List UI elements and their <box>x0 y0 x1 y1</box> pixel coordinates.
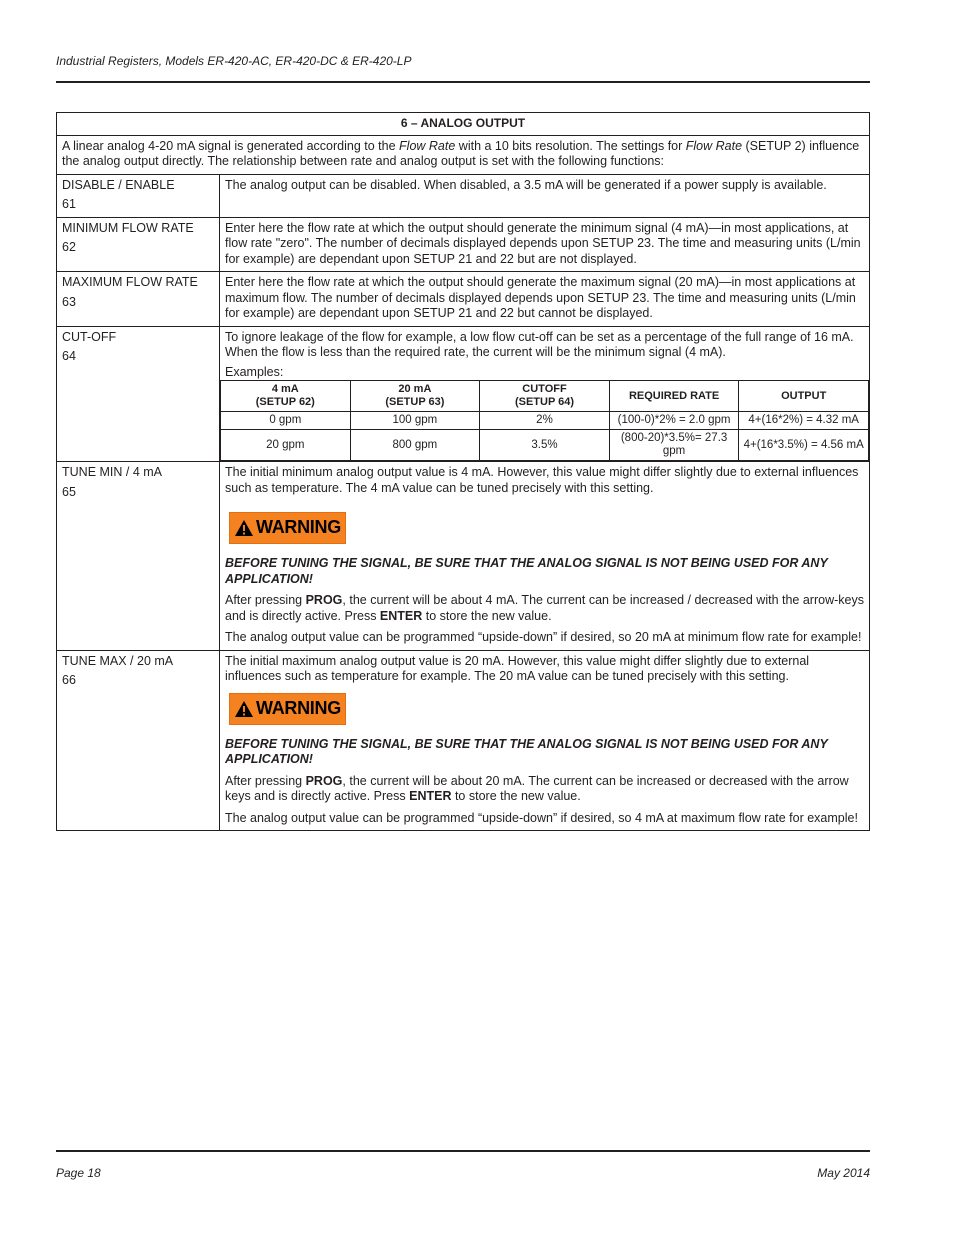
enter-key-label: ENTER <box>409 789 452 803</box>
setup-name: TUNE MIN / 4 mA <box>62 465 163 479</box>
footer-rule <box>56 1150 870 1152</box>
examples-cell: 0 gpm <box>221 412 351 430</box>
setup-row-63 <box>57 272 870 327</box>
description-text: The analog output can be disabled. When disabled, a 3.5 mA will be generated if a power supply is available. <box>225 177 827 192</box>
setup-label-cell <box>57 462 220 651</box>
setup-row-66 <box>57 650 870 831</box>
enter-key-label: ENTER <box>379 608 423 623</box>
warning-label: WARNING <box>256 697 341 718</box>
setup-description <box>220 462 870 651</box>
analog-output-table <box>56 112 870 831</box>
examples-row <box>221 430 869 461</box>
examples-header-cell: 4 mA (SETUP 62) <box>221 381 351 412</box>
page-number: Page 18 <box>56 1166 101 1180</box>
setup-label-cell <box>57 650 220 831</box>
description-text: Enter here the flow rate at which the output should generate the minimum signal (4 mA)—in most applications, at flow rate "zero". The number of decimals displayed depends upon SETUP 23. The time and measuring units (L/min for example) are dependant upon SETUP 21 and 22 but are not displayed. <box>225 220 861 266</box>
setup-description <box>220 326 870 462</box>
examples-wrapper <box>220 380 869 461</box>
warning-triangle-icon <box>234 700 254 718</box>
description-text: Enter here the flow rate at which the output should generate the maximum signal (20 mA)—in most applications at maximum flow. The number of decimals displayed depends upon SETUP 23. The time and measuring units (L/min for example) are dependant upon SETUP 21 and 22 but cannot be displayed. <box>225 275 856 320</box>
examples-header-cell: REQUIRED RATE <box>609 381 739 412</box>
examples-label: Examples: <box>225 364 284 379</box>
setup-name: MINIMUM FLOW RATE <box>62 220 194 235</box>
setup-row-62 <box>57 217 870 272</box>
setup-label-cell <box>57 174 220 217</box>
setup-row-65 <box>57 462 870 651</box>
section-title-row <box>57 113 870 136</box>
examples-cell: 4+(16*2%) = 4.32 mA <box>739 412 869 430</box>
setup-number: 64 <box>62 349 76 363</box>
setup-number: 61 <box>62 197 76 211</box>
warning-text: BEFORE TUNING THE SIGNAL, BE SURE THAT THE ANALOG SIGNAL IS NOT BEING USED FOR ANY APPLICATION! <box>225 736 828 766</box>
intro-flow-rate-em: Flow Rate <box>399 138 456 153</box>
examples-header-cell: CUTOFF (SETUP 64) <box>480 381 610 412</box>
examples-header-cell: 20 mA (SETUP 63) <box>350 381 480 412</box>
examples-cell: (100-0)*2% = 2.0 gpm <box>609 412 739 430</box>
examples-cell: (800-20)*3.5%= 27.3 gpm <box>609 430 739 461</box>
examples-cell: 4+(16*3.5%) = 4.56 mA <box>739 430 869 461</box>
instruction-text: After pressing PROG, the current will be about 20 mA. The current can be increased or decreased with the arrow keys and is directly active. Press ENTER to store the new value. <box>225 773 849 803</box>
intro-text-1: A linear analog 4-20 mA signal is generated according to the <box>62 138 400 153</box>
setup-number: 66 <box>62 673 76 687</box>
section-intro <box>57 135 870 174</box>
setup-number: 63 <box>62 294 76 309</box>
instruction-text: After pressing PROG, the current will be about 4 mA. The current can be increased / decreased with the arrow-keys and is directly active. Press ENTER to store the new value. <box>225 593 864 623</box>
setup-label-cell <box>57 272 220 327</box>
setup-row-64 <box>57 326 870 462</box>
setup-description <box>220 272 870 327</box>
examples-cell: 100 gpm <box>350 412 480 430</box>
prog-key-label: PROG <box>305 773 343 788</box>
warning-label: WARNING <box>256 517 341 538</box>
intro-text-2: with a 10 bits resolution. The settings for <box>455 138 686 153</box>
setup-number: 65 <box>62 484 76 499</box>
note-text: The analog output value can be programmed “upside-down” if desired, so 20 mA at minimum flow rate for example! <box>225 630 862 644</box>
cutoff-examples-table <box>220 380 869 461</box>
note-text: The analog output value can be programmed “upside-down” if desired, so 4 mA at maximum flow rate for example! <box>225 810 858 825</box>
warning-badge <box>229 512 346 544</box>
examples-header-row <box>221 381 869 412</box>
prog-key-label: PROG <box>305 593 343 607</box>
setup-description <box>220 650 870 831</box>
setup-label-cell <box>57 217 220 272</box>
setup-description <box>220 217 870 272</box>
description-text: The initial minimum analog output value is 4 mA. However, this value might differ slightly due to external influences such as temperature. The 4 mA value can be tuned precisely with this setting. <box>225 465 859 495</box>
setup-row-61 <box>57 174 870 217</box>
description-text: The initial maximum analog output value is 20 mA. However, this value might differ slightly due to external influences such as temperature for example. The 20 mA value can be tuned precisely with this setting. <box>225 653 810 683</box>
setup-name: MAXIMUM FLOW RATE <box>62 275 198 289</box>
warning-badge <box>229 693 346 725</box>
section-title: 6 – ANALOG OUTPUT <box>57 113 870 136</box>
header-rule <box>56 81 870 83</box>
examples-cell: 20 gpm <box>221 430 351 461</box>
setup-name: DISABLE / ENABLE <box>62 177 175 192</box>
intro-row <box>57 135 870 174</box>
warning-text: BEFORE TUNING THE SIGNAL, BE SURE THAT THE ANALOG SIGNAL IS NOT BEING USED FOR ANY APPLICATION! <box>225 556 828 586</box>
warning-triangle-icon <box>234 519 254 537</box>
description-text: To ignore leakage of the flow for example, a low flow cut-off can be set as a percentage of the full range of 16 mA. When the flow is less than the required rate, the current will be the minimum signal (4 mA). <box>225 329 854 359</box>
setup-description <box>220 174 870 217</box>
intro-flow-rate-em-2: Flow Rate <box>685 138 743 153</box>
examples-cell: 2% <box>480 412 610 430</box>
publication-date: May 2014 <box>817 1166 870 1180</box>
setup-name: CUT-OFF <box>62 329 117 344</box>
intro-text-3: (SETUP 2) influence the analog output directly. The relationship between rate and analog output is set with the following functions: <box>62 138 860 168</box>
setup-number: 62 <box>62 240 76 254</box>
document-header-title: Industrial Registers, Models ER-420-AC, ER-420-DC & ER-420-LP <box>56 54 412 68</box>
examples-header-cell: OUTPUT <box>739 381 869 412</box>
examples-row <box>221 412 869 430</box>
setup-name: TUNE MAX / 20 mA <box>62 653 174 668</box>
examples-cell: 800 gpm <box>350 430 480 461</box>
setup-label-cell <box>57 326 220 462</box>
examples-cell: 3.5% <box>480 430 610 461</box>
